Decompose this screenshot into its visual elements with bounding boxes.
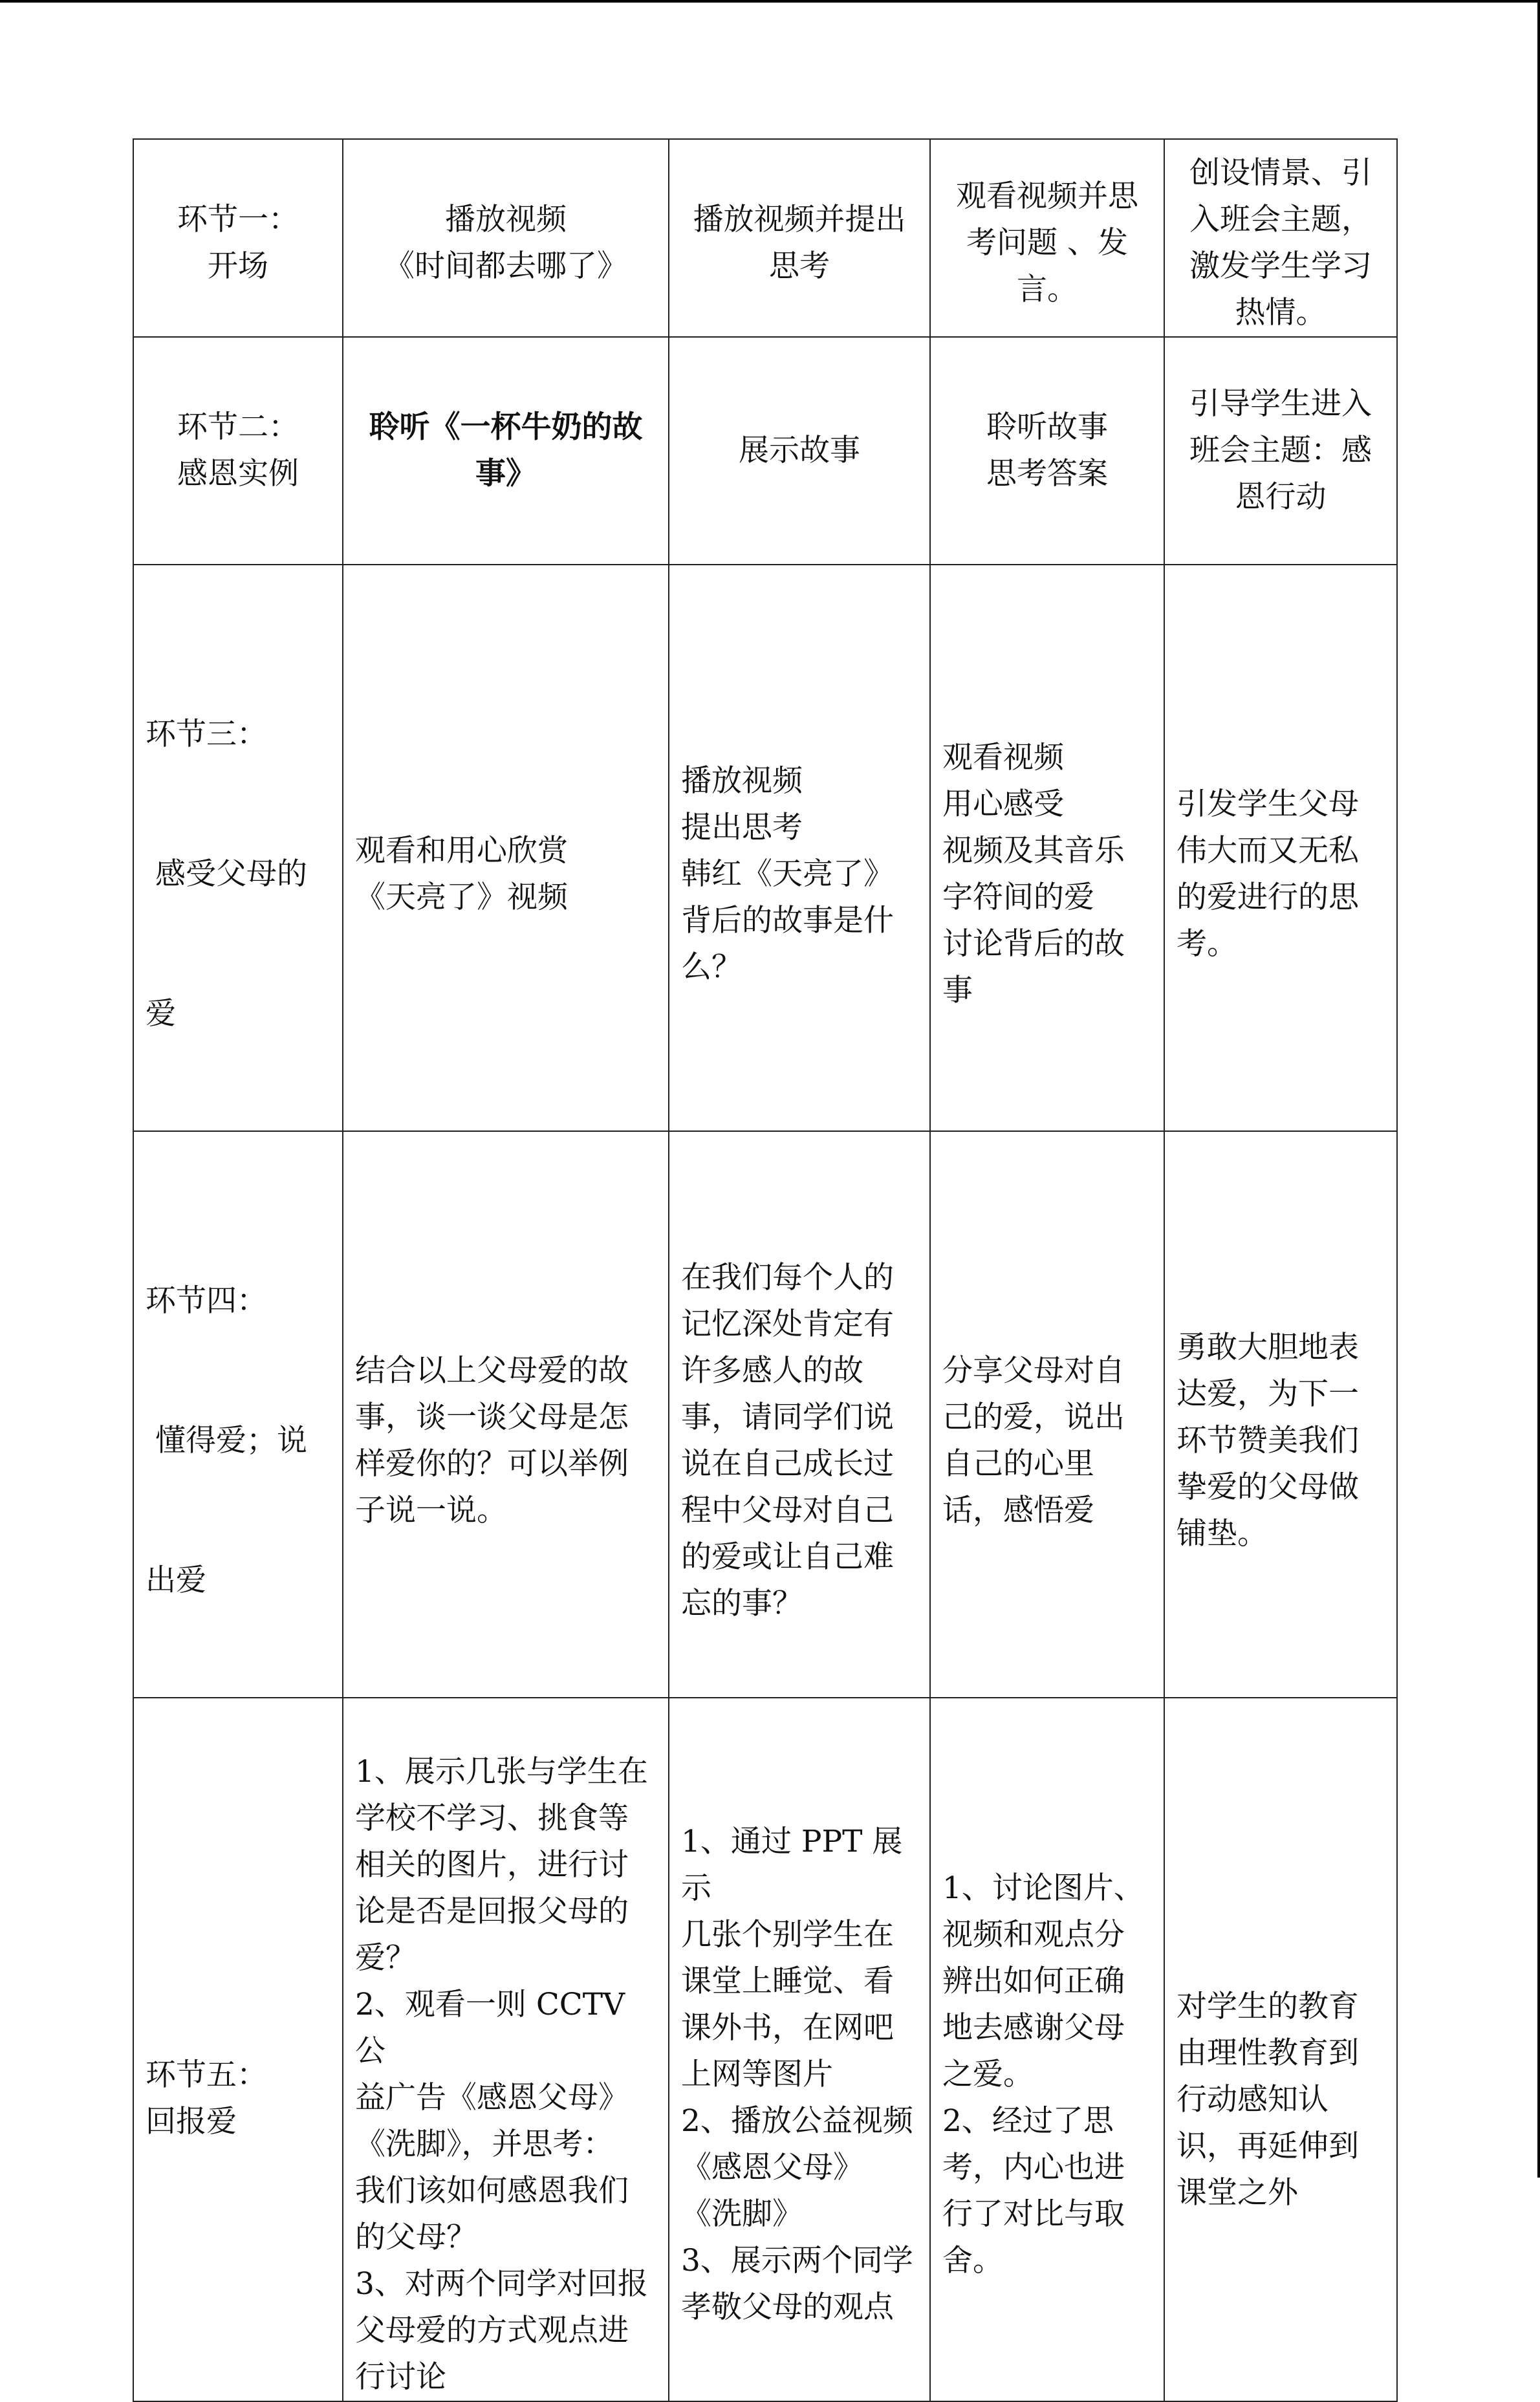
stage-cell: 环节五： 回报爱 <box>133 1698 343 2401</box>
goal-cell: 创设情景、引 入班会主题， 激发学生学习 热情。 <box>1164 139 1397 337</box>
stage-cell: 环节一： 开场 <box>133 139 343 337</box>
stage-cell: 环节三： 感受父母的 爱 <box>133 565 343 1131</box>
teacher-activity-cell: 1、通过 PPT 展示 几张个别学生在 课堂上睡觉、看 课外书，在网吧 上网等图片 2、播放公益视频 《感恩父母》 《洗脚》 3、展示两个同学 孝敬父母的观点 <box>669 1698 930 2401</box>
page-edge-top <box>0 0 1540 3</box>
table-row <box>133 1131 1397 1698</box>
goal-cell: 引发学生父母 伟大而又无私 的爱进行的思 考。 <box>1164 565 1397 1131</box>
teacher-activity-cell: 在我们每个人的 记忆深处肯定有 许多感人的故 事，请同学们说 说在自己成长过 程中父母对自己 的爱或让自己难 忘的事？ <box>669 1131 930 1698</box>
content-cell: 1、展示几张与学生在 学校不学习、挑食等 相关的图片，进行讨 论是否是回报父母的 爱？ 2、观看一则 CCTV 公 益广告《感恩父母》 《洗脚》，并思考： 我们该如何感恩我们 的父母？ 3、对两个同学对回报 父母爱的方式观点进 行讨论 <box>343 1698 669 2401</box>
student-activity-cell: 观看视频 用心感受 视频及其音乐 字符间的爱 讨论背后的故 事 <box>930 565 1164 1131</box>
content-cell: 聆听《一杯牛奶的故 事》 <box>343 337 669 565</box>
lesson-plan-table <box>133 138 1398 2402</box>
student-activity-cell: 1、讨论图片、 视频和观点分 辨出如何正确 地去感谢父母 之爱。 2、经过了思 考，内心也进 行了对比与取 舍。 <box>930 1698 1164 2401</box>
table-row <box>133 337 1397 565</box>
student-activity-cell: 分享父母对自 己的爱，说出 自己的心里 话，感悟爱 <box>930 1131 1164 1698</box>
table-row <box>133 565 1397 1131</box>
goal-cell: 引导学生进入 班会主题：感 恩行动 <box>1164 337 1397 565</box>
content-cell: 观看和用心欣赏 《天亮了》视频 <box>343 565 669 1131</box>
page-edge-right <box>1537 0 1540 2178</box>
goal-cell: 对学生的教育 由理性教育到 行动感知认 识，再延伸到 课堂之外 <box>1164 1698 1397 2401</box>
goal-cell: 勇敢大胆地表 达爱，为下一 环节赞美我们 挚爱的父母做 铺垫。 <box>1164 1131 1397 1698</box>
table-row <box>133 139 1397 337</box>
table-row <box>133 1698 1397 2401</box>
student-activity-cell: 聆听故事 思考答案 <box>930 337 1164 565</box>
student-activity-cell: 观看视频并思 考问题 、发 言。 <box>930 139 1164 337</box>
content-cell: 播放视频 《时间都去哪了》 <box>343 139 669 337</box>
teacher-activity-cell: 播放视频 提出思考 韩红《天亮了》 背后的故事是什 么？ <box>669 565 930 1131</box>
stage-cell: 环节二： 感恩实例 <box>133 337 343 565</box>
stage-cell: 环节四： 懂得爱；说 出爱 <box>133 1131 343 1698</box>
teacher-activity-cell: 播放视频并提出 思考 <box>669 139 930 337</box>
content-cell: 结合以上父母爱的故 事，谈一谈父母是怎 样爱你的？可以举例 子说一说。 <box>343 1131 669 1698</box>
teacher-activity-cell: 展示故事 <box>669 337 930 565</box>
